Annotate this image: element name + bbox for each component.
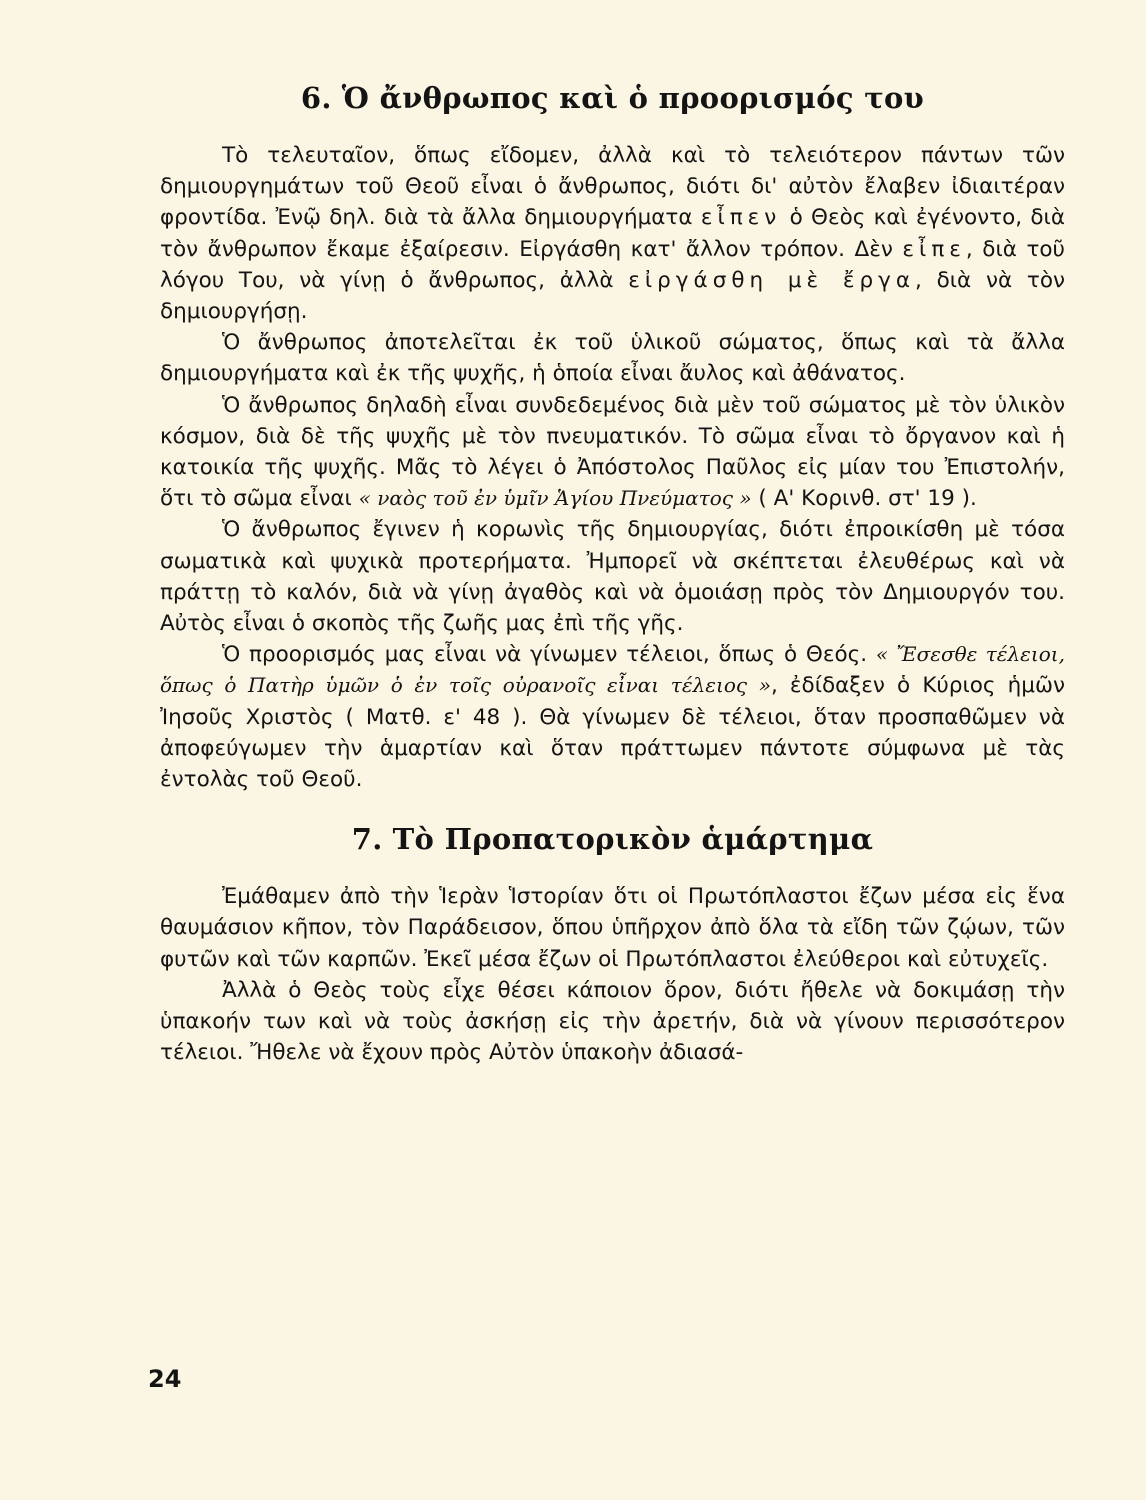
section-body-6 bbox=[160, 140, 1065, 795]
paragraph bbox=[160, 327, 1065, 389]
paragraph bbox=[160, 140, 1065, 327]
section-title: Ὁ ἄνθρωπος καὶ ὁ προορισμός του bbox=[341, 81, 925, 115]
section-number: 7. bbox=[351, 822, 383, 857]
paragraph-text: , διὰ νὰ τὸν δημιουργήσῃ. bbox=[160, 267, 1065, 325]
paragraph-text: Ὁ προορισμός μας εἶναι νὰ γίνωμεν τέλειοι, ὅπως ὁ Θεός. bbox=[222, 642, 876, 668]
paragraph-text: εἶπε bbox=[902, 236, 966, 262]
quotation: « Ἔσεσθε τέλειοι, ὅπως ὁ Πατὴρ ὑμῶν ὁ ἐν τοῖς οὐρανοῖς εἶναι τέλειος » bbox=[160, 642, 1065, 698]
paragraph bbox=[160, 881, 1065, 975]
paragraph bbox=[160, 639, 1065, 795]
paragraph-text: ὁ Θεὸς καὶ ἐγένοντο, διὰ τὸν ἄνθρωπον ἔκαμε ἐξαίρεσιν. Εἰργάσθη κατ' ἄλλον τρόπον. Δὲν bbox=[160, 205, 1066, 262]
paragraph-text: Ὁ ἄνθρωπος δηλαδὴ εἶναι συνδεδεμένος διὰ μὲν τοῦ σώματος μὲ τὸν ὑλικὸν κόσμον, διὰ δὲ τῆς ψυχῆς μὲ τὸν πνευματικόν. Τὸ σῶμα εἶναι τὸ ὄργανον καὶ ἡ κατοικία τῆς ψυχῆς. Μᾶς τὸ λέγει ὁ Ἀπόστολος Παῦλος εἰς μίαν του Ἐπιστολήν, ὅτι τὸ σῶμα εἶναι bbox=[160, 392, 1065, 512]
section-title: Τὸ Προπατορικὸν ἁμάρτημα bbox=[392, 822, 874, 857]
paragraph bbox=[160, 975, 1065, 1069]
section-heading-7 bbox=[160, 819, 1065, 859]
section-heading-6 bbox=[160, 78, 1065, 118]
paragraph-text: , ἐδίδαξεν ὁ Κύριος ἡμῶν Ἰησοῦς Χριστὸς ( Ματθ. ε' 48 ). Θὰ γίνωμεν δὲ τέλειοι, ὅταν προσπαθῶμεν νὰ ἀποφεύγωμεν τὴν ἁμαρτίαν καὶ ὅταν πράττωμεν πάντοτε σύμφωνα μὲ τὰς ἐντολὰς τοῦ Θεοῦ. bbox=[160, 673, 1065, 793]
quotation: « ναὸς τοῦ ἐν ὑμῖν Ἁγίου Πνεύματος » bbox=[358, 486, 752, 511]
paragraph-text: εἰργάσθη μὲ ἔργα bbox=[628, 267, 916, 293]
paragraph-text: εἶπεν bbox=[700, 205, 782, 231]
paragraph-text: ( Α' Κορινθ. στ' 19 ). bbox=[751, 486, 977, 512]
page-content bbox=[160, 78, 1065, 1068]
paragraph-text: Ἀλλὰ ὁ Θεὸς τοὺς εἶχε θέσει κάποιον ὅρον, διότι ἤθελε νὰ δοκιμάσῃ τὴν ὑπακοήν των καὶ νὰ τοὺς ἀσκήσῃ εἰς τὴν ἀρετήν, διὰ νὰ γίνουν περισσότερον τέλειοι. Ἤθελε νὰ ἔχουν πρὸς Αὐτὸν ὑπακοὴν ἀδιασά- bbox=[160, 977, 1065, 1066]
paragraph-text: Ὁ ἄνθρωπος ἀποτελεῖται ἐκ τοῦ ὑλικοῦ σώματος, ὅπως καὶ τὰ ἄλλα δημιουργήματα καὶ ἐκ τῆς ψυχῆς, ἡ ὁποία εἶναι ἄυλος καὶ ἀθάνατος. bbox=[160, 330, 1065, 387]
paragraph-text: Ἐμάθαμεν ἀπὸ τὴν Ἱερὰν Ἱστορίαν ὅτι οἱ Πρωτόπλαστοι ἔζων μέσα εἰς ἕνα θαυμάσιον κῆπον, τὸν Παράδεισον, ὅπου ὑπῆρχον ἀπὸ ὅλα τὰ εἴδη τῶν ζῴων, τῶν φυτῶν καὶ τῶν καρπῶν. Ἐκεῖ μέσα ἔζων οἱ Πρωτόπλαστοι ἐλεύθεροι καὶ εὐτυχεῖς. bbox=[160, 884, 1065, 972]
paragraph-text: Τὸ τελευταῖον, ὅπως εἴδομεν, ἀλλὰ καὶ τὸ τελειότερον πάντων τῶν δημιουργημάτων τοῦ Θεοῦ εἶναι ὁ ἄνθρωπος, διότι δι' αὐτὸν ἔλαβεν ἰδιαιτέραν φροντίδα. Ἐνῷ δηλ. διὰ τὰ ἄλλα δημιουργήματα bbox=[160, 143, 1065, 231]
paragraph-text: , διὰ τοῦ λόγου Του, νὰ γίνῃ ὁ ἄνθρωπος, ἀλλὰ bbox=[160, 236, 1065, 293]
section-number: 6. bbox=[300, 81, 332, 115]
paragraph bbox=[160, 390, 1065, 515]
paragraph-text: Ὁ ἄνθρωπος ἔγινεν ἡ κορωνὶς τῆς δημιουργίας, διότι ἐπροικίσθη μὲ τόσα σωματικὰ καὶ ψυχικὰ προτερήματα. Ἠμπορεῖ νὰ σκέπτεται ἐλευθέρως καὶ νὰ πράττῃ τὸ καλόν, διὰ νὰ γίνῃ ἀγαθὸς καὶ νὰ ὁμοιάσῃ πρὸς τὸν Δημιουργόν του. Αὐτὸς εἶναι ὁ σκοπὸς τῆς ζωῆς μας ἐπὶ τῆς γῆς. bbox=[160, 517, 1065, 637]
paragraph bbox=[160, 514, 1065, 639]
page-number: 24 bbox=[148, 1365, 182, 1393]
section-body-7 bbox=[160, 881, 1065, 1068]
